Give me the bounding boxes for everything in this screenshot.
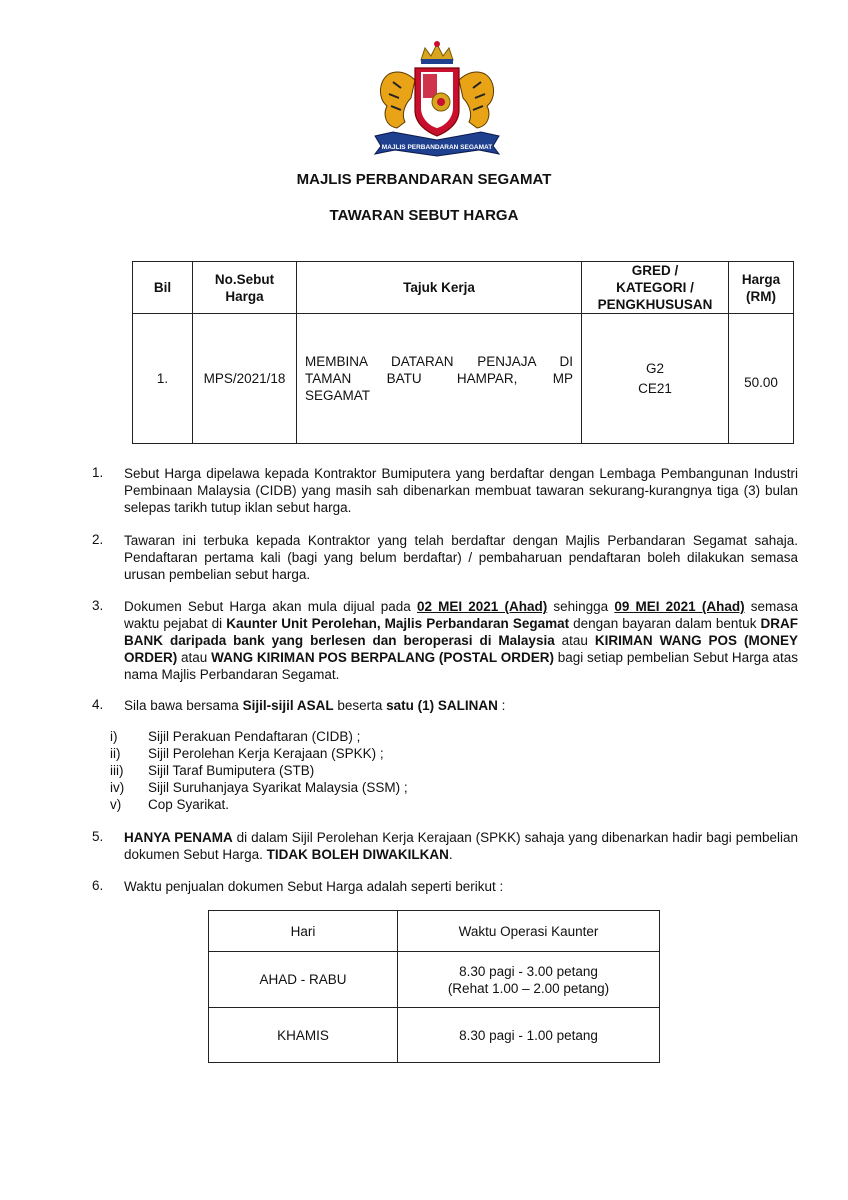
date-end: 09 MEI 2021 (Ahad)	[614, 599, 745, 614]
item-number: 1.	[92, 465, 104, 480]
table-row	[209, 952, 660, 1008]
header-hari: Hari	[209, 911, 398, 952]
col-tajuk-kerja: Tajuk Kerja	[297, 262, 582, 314]
item-number: 6.	[92, 878, 104, 893]
operating-hours-table	[208, 910, 660, 1063]
mps-crest-logo	[371, 40, 503, 158]
item-3-text: Dokumen Sebut Harga akan mula dijual pada 02 MEI 2021 (Ahad) sehingga 09 MEI 2021 (Ahad) semasa waktu pejabat di Kaunter Unit Perolehan, Majlis Perbandaran Segamat dengan bayaran dalam bentuk DRAF BANK daripada bank yang berlesen dan beroperasi di Malaysia atau KIRIMAN WANG POS (MONEY ORDER) atau WANG KIRIMAN POS BERPALANG (POSTAL ORDER) bagi setiap pembelian Sebut Harga atas nama Majlis Perbandaran Segamat.	[124, 599, 798, 682]
notice-title: TAWARAN SEBUT HARGA	[329, 207, 519, 224]
quotation-table-header	[133, 262, 794, 314]
cell-harga: 50.00	[729, 314, 794, 444]
col-gred: GRED / KATEGORI / PENGKHUSUSAN	[582, 262, 729, 314]
item-number: 2.	[92, 532, 104, 547]
item-4-text: Sila bawa bersama Sijil-sijil ASAL beserta satu (1) SALINAN :	[124, 698, 506, 713]
list-item: i) Sijil Perakuan Pendaftaran (CIDB) ;	[110, 729, 361, 744]
list-item: iv) Sijil Suruhanjaya Syarikat Malaysia (SSM) ;	[110, 780, 408, 795]
item-2-text: Tawaran ini terbuka kepada Kontraktor yang telah berdaftar dengan Majlis Perbandaran Segamat sahaja. Pendaftaran pertama kali (bagi yang belum berdaftar) / pembaharuan pendaftaran boleh dilakukan semasa urusan pembelian sebut harga.	[124, 533, 798, 582]
quotation-table	[132, 261, 794, 444]
col-harga: Harga (RM)	[729, 262, 794, 314]
day-cell: KHAMIS	[209, 1008, 398, 1063]
list-item: ii) Sijil Perolehan Kerja Kerajaan (SPKK) ;	[110, 746, 384, 761]
cell-bil: 1.	[133, 314, 193, 444]
item-1-text: Sebut Harga dipelawa kepada Kontraktor Bumiputera yang berdaftar dengan Lembaga Pembangunan Industri Pembinaan Malaysia (CIDB) yang masih sah dibenarkan membuat tawaran sekurang-kurangnya tiga (3) bulan selepas tarikh tutup iklan sebut harga.	[124, 466, 798, 515]
table-row	[209, 1008, 660, 1063]
header-waktu: Waktu Operasi Kaunter	[398, 911, 660, 952]
col-bil: Bil	[133, 262, 193, 314]
hours-header-row	[209, 911, 660, 952]
time-cell: 8.30 pagi - 1.00 petang	[398, 1008, 660, 1063]
org-name: MAJLIS PERBANDARAN SEGAMAT	[296, 171, 552, 188]
counter-place: Kaunter Unit Perolehan, Majlis Perbandaran Segamat	[226, 616, 570, 631]
item-5-text: HANYA PENAMA di dalam Sijil Perolehan Kerja Kerajaan (SPKK) sahaja yang dibenarkan hadir bagi pembelian dokumen Sebut Harga. TIDAK BOLEH DIWAKILKAN.	[124, 830, 798, 862]
item-number: 3.	[92, 598, 104, 613]
list-item: iii) Sijil Taraf Bumiputera (STB)	[110, 763, 315, 778]
item-number: 5.	[92, 829, 104, 844]
cell-gred: G2 CE21	[582, 314, 729, 444]
cell-no: MPS/2021/18	[193, 314, 297, 444]
col-no-sebut-harga: No.Sebut Harga	[193, 262, 297, 314]
day-cell: AHAD - RABU	[209, 952, 398, 1008]
crest-ribbon-text: MAJLIS PERBANDARAN SEGAMAT	[381, 144, 493, 151]
date-start: 02 MEI 2021 (Ahad)	[416, 599, 548, 614]
time-cell: 8.30 pagi - 3.00 petang (Rehat 1.00 – 2.00 petang)	[398, 952, 660, 1008]
item-number: 4.	[92, 697, 104, 712]
table-row	[133, 314, 794, 444]
item-6-text: Waktu penjualan dokumen Sebut Harga adalah seperti berikut :	[124, 879, 504, 894]
list-item: v) Cop Syarikat.	[110, 797, 230, 812]
cell-tajuk: MEMBINA DATARAN PENJAJA DI TAMAN BATU HAMPAR, MP SEGAMAT	[297, 314, 582, 444]
